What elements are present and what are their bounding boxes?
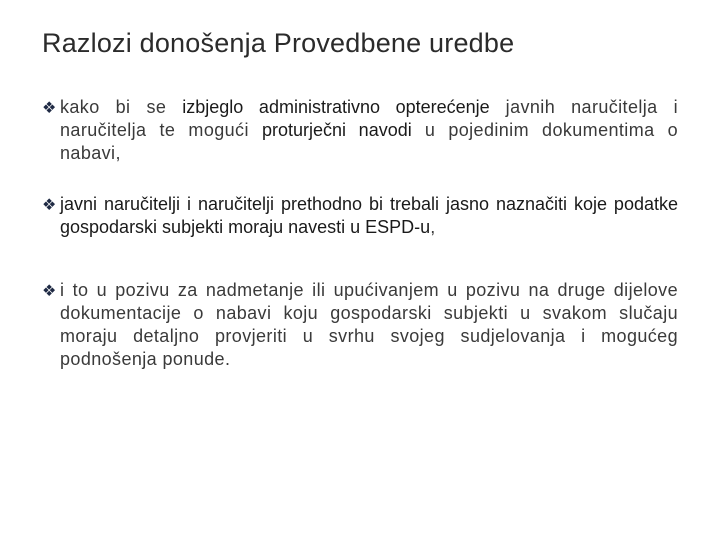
bullet-2-text-b: , (430, 217, 436, 237)
spacer (42, 165, 678, 193)
bullet-2-text-a: javni naručitelji i naručitelji prethodno bi trebali jasno naznačiti koje podatke gospodarski subjekti moraju navesti u ESPD-u (60, 194, 678, 237)
bullet-item-3 (42, 279, 678, 371)
diamond-bullet-icon: ❖ (42, 98, 57, 117)
bullet-item-2 (42, 193, 678, 239)
bullet-1-text-c: javnih naručitelja i naručitelja te mogući (60, 97, 678, 140)
bullet-list (42, 96, 678, 371)
bullet-1-text-b: izbjeglo administrativno opterećenje (182, 97, 490, 117)
spacer (42, 239, 678, 279)
bullet-1-text-d: proturječni navodi (261, 120, 412, 140)
bullet-item-1 (42, 96, 678, 165)
bullet-3-text: i to u pozivu za nadmetanje ili upućivanjem u pozivu na druge dijelove dokumentacije o nabavi koju gospodarski subjekti u svakom slučaju moraju detaljno provjeriti u svrhu svojeg sudjelovanja i mogućeg podnošenja ponude. (60, 280, 678, 369)
diamond-bullet-icon: ❖ (42, 195, 57, 214)
bullet-1-text-e: u pojedinim dokumentima o nabavi, (60, 120, 678, 163)
bullet-1-text-a: kako bi se (60, 97, 183, 117)
slide-title: Razlozi donošenja Provedbene uredbe (42, 28, 515, 58)
diamond-bullet-icon: ❖ (42, 281, 57, 300)
